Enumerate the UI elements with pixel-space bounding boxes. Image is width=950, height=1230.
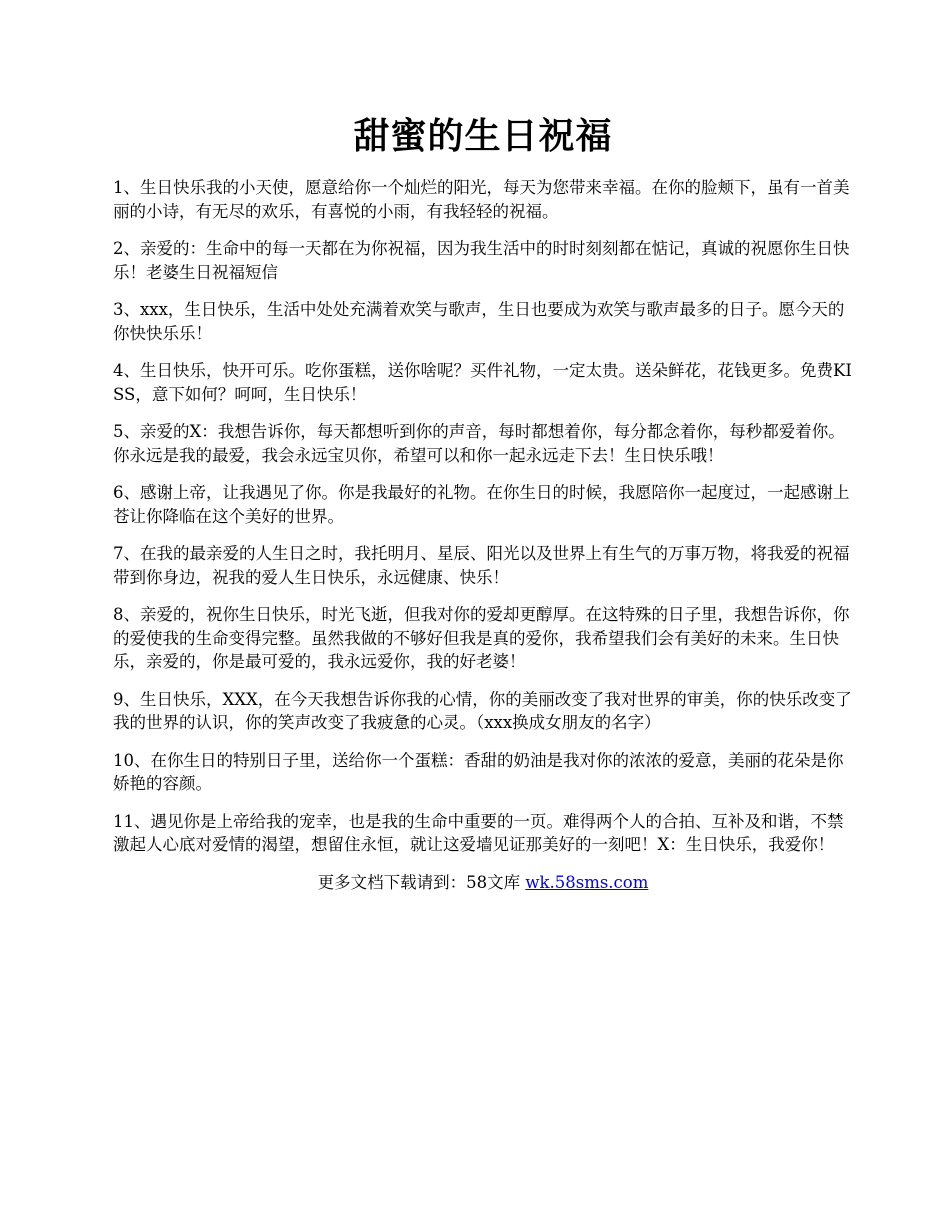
- paragraph-8: 8、亲爱的，祝你生日快乐，时光飞逝，但我对你的爱却更醇厚。在这特殊的日子里，我想告诉你，你的爱使我的生命变得完整。虽然我做的不够好但我是真的爱你，我希望我们会有美好的未来。生日快乐，亲爱的，你是最可爱的，我永远爱你，我的好老婆！: [113, 605, 850, 671]
- paragraph-7: 7、在我的最亲爱的人生日之时，我托明月、星辰、阳光以及世界上有生气的万事万物，将我爱的祝福带到你身边，祝我的爱人生日快乐，永远健康、快乐！: [113, 544, 850, 587]
- download-link[interactable]: wk.58sms.com: [525, 872, 649, 892]
- paragraph-2: 2、亲爱的：生命中的每一天都在为你祝福，因为我生活中的时时刻刻都在惦记，真诚的祝愿你生日快乐！老婆生日祝福短信: [113, 239, 850, 282]
- paragraph-5: 5、亲爱的X：我想告诉你，每天都想听到你的声音，每时都想着你，每分都念着你，每秒都爱着你。你永远是我的最爱，我会永远宝贝你，希望可以和你一起永远走下去！生日快乐哦！: [113, 422, 845, 465]
- paragraph-6: 6、感谢上帝，让我遇见了你。你是我最好的礼物。在你生日的时候，我愿陪你一起度过，一起感谢上苍让你降临在这个美好的世界。: [113, 483, 850, 526]
- paragraph-4: 4、生日快乐，快开可乐。吃你蛋糕，送你啥呢？买件礼物，一定太贵。送朵鲜花，花钱更多。免费KISS，意下如何？呵呵，生日快乐！: [113, 361, 852, 404]
- paragraph-1: 1、生日快乐我的小天使，愿意给你一个灿烂的阳光，每天为您带来幸福。在你的脸颊下，虽有一首美丽的小诗，有无尽的欢乐，有喜悦的小雨，有我轻轻的祝福。: [113, 178, 850, 221]
- download-footer: [113, 871, 853, 895]
- footer-prefix: 更多文档下载请到：58文库: [317, 872, 526, 892]
- page-title: 甜蜜的生日祝福: [353, 115, 613, 157]
- paragraph-3: 3、xxx，生日快乐，生活中处处充满着欢笑与歌声，生日也要成为欢笑与歌声最多的日子。愿今天的你快快乐乐！: [113, 300, 845, 343]
- paragraph-11: 11、遇见你是上帝给我的宠幸，也是我的生命中重要的一页。难得两个人的合拍、互补及和谐，不禁激起人心底对爱情的渴望，想留住永恒，就让这爱墙见证那美好的一刻吧！X：生日快乐，我爱你！: [113, 811, 844, 854]
- paragraph-9: 9、生日快乐，XXX，在今天我想告诉你我的心情，你的美丽改变了我对世界的审美，你的快乐改变了我的世界的认识，你的笑声改变了我疲惫的心灵。（xxx换成女朋友的名字）: [113, 689, 852, 732]
- document-page: [113, 112, 853, 895]
- paragraph-10: 10、在你生日的特别日子里，送给你一个蛋糕：香甜的奶油是我对你的浓浓的爱意，美丽的花朵是你娇艳的容颜。: [113, 750, 844, 793]
